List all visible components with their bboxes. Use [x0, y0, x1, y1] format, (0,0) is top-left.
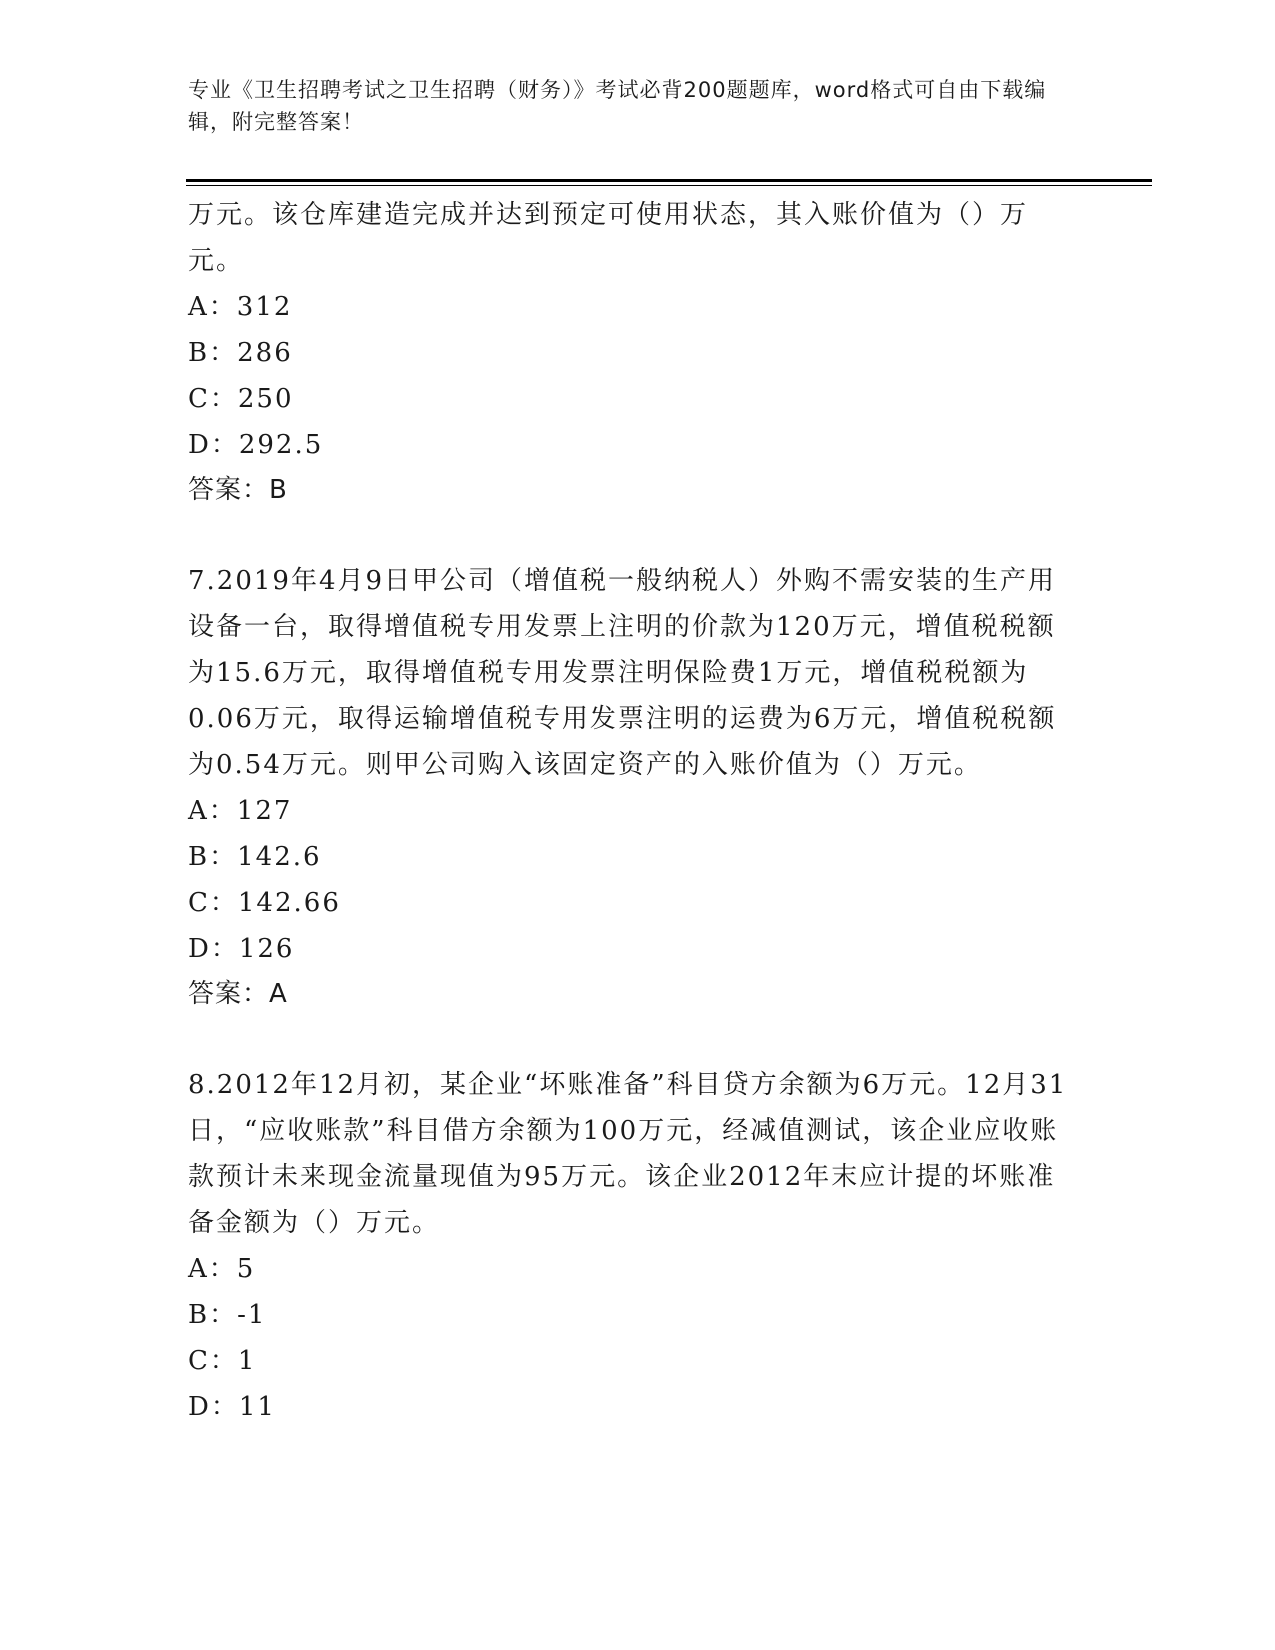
question-stem: 万元。该仓库建造完成并达到预定可使用状态，其入账价值为（）万元。 [188, 200, 1029, 276]
option-b: B：-1 [188, 1300, 267, 1330]
option-c: C：250 [188, 384, 294, 414]
option-a: A：312 [188, 292, 293, 322]
question-stem: 7.2019年4月9日甲公司（增值税一般纳税人）外购不需安装的生产用设备一台，取得增值税专用发票上注明的价款为120万元，增值税税额为15.6万元，取得增值税专用发票注明保险费1万元，增值税税额为0.06万元，取得运输增值税专用发票注明的运费为6万元，增值税税额为0.54万元。则甲公司购入该固定资产的入账价值为（）万元。 [188, 566, 1057, 780]
question-list [188, 192, 1078, 1430]
option-a: A：127 [188, 796, 293, 826]
option-d: D：11 [188, 1392, 276, 1422]
option-b: B：142.6 [188, 842, 322, 872]
header-divider-thin [186, 185, 1152, 186]
question-8 [188, 1062, 1078, 1430]
option-c: C：142.66 [188, 888, 341, 918]
option-b: B：286 [188, 338, 293, 368]
option-d: D：126 [188, 934, 295, 964]
document-header [188, 74, 1068, 138]
option-a: A：5 [188, 1254, 256, 1284]
spacer [188, 512, 1078, 558]
spacer [188, 1016, 1078, 1062]
option-c: C：1 [188, 1346, 257, 1376]
question-7 [188, 558, 1078, 1016]
option-d: D：292.5 [188, 430, 324, 460]
header-divider-thick [186, 179, 1152, 182]
question-stem: 8.2012年12月初，某企业“坏账准备”科目贷方余额为6万元。12月31日，“应收账款”科目借方余额为100万元，经减值测试，该企业应收账款预计未来现金流量现值为95万元。该企业2012年末应计提的坏账准备金额为（）万元。 [188, 1070, 1068, 1238]
answer: 答案：A [188, 979, 288, 1009]
question-fragment [188, 192, 1078, 512]
answer: 答案：B [188, 475, 288, 505]
header-title: 专业《卫生招聘考试之卫生招聘（财务）》考试必背200题题库，word格式可自由下载编辑，附完整答案！ [188, 78, 1047, 134]
